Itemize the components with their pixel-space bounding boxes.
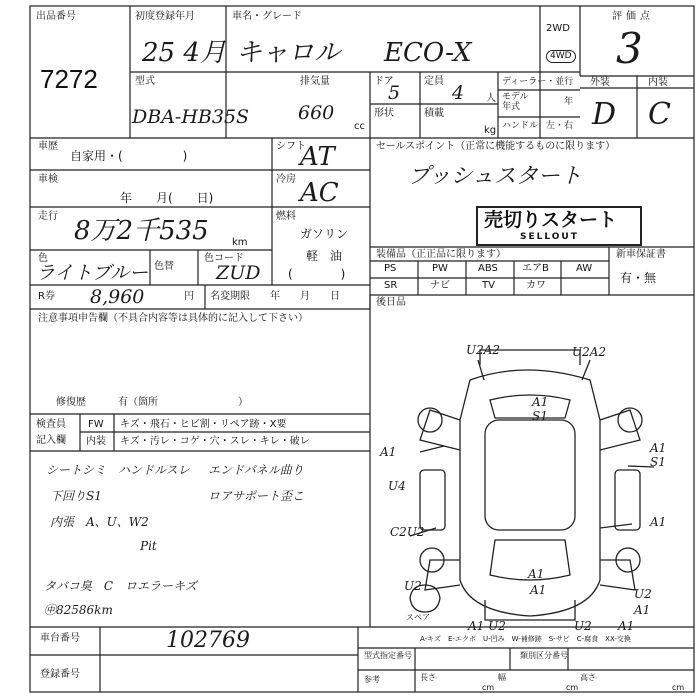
equip-abs: ABS	[478, 263, 498, 274]
score: 3	[616, 24, 643, 73]
displacement-unit: cc	[354, 121, 365, 132]
cert-label: 型式指定番号	[364, 651, 412, 660]
mileage-label: 走行	[38, 211, 58, 222]
color-value: ライトブルー	[36, 262, 149, 284]
capacity-value: 4	[452, 82, 465, 104]
height-unit: cm	[672, 683, 685, 692]
equip-leather: カワ	[526, 280, 546, 291]
fuel-label: 燃料	[276, 211, 296, 222]
inspector-label-2: 記入欄	[36, 435, 66, 446]
width-unit: cm	[566, 683, 579, 692]
registration-label: 登録番号	[40, 669, 80, 680]
damage-legend: A-キズ E-エクボ U-凹み W-補修跡 S-サビ C-腐食 XX-交換	[420, 635, 631, 643]
equip-navi: ナビ	[430, 280, 450, 291]
height-label: 高さ	[580, 673, 596, 682]
equip-tv: TV	[482, 280, 495, 291]
diagram-mark: A1	[618, 619, 635, 633]
warranty-label: 新車保証書	[616, 249, 666, 260]
car-history-value: 自家用・( )	[70, 149, 188, 163]
after-items-label: 後日品	[376, 297, 406, 308]
score-label: 評価点	[612, 11, 654, 22]
ref-label: 参考	[364, 675, 380, 684]
width-label: 幅	[498, 673, 506, 682]
inspection-label: 車検	[38, 174, 58, 185]
memo-line-1: シートシミ ハンドルスレ	[46, 463, 190, 477]
model-name: キャロル	[236, 38, 341, 68]
notes-label: 注意事項申告欄（不具合内容等は具体的に記入して下さい）	[38, 313, 308, 324]
equip-pw: PW	[432, 263, 448, 274]
equip-airbag: エアB	[522, 263, 549, 274]
color-code-label: 色コード	[204, 253, 244, 264]
sellout-stamp-sub: SELLOUT	[520, 232, 579, 242]
diagram-mark: U2A2	[466, 343, 501, 357]
color-label: 色	[38, 253, 48, 264]
length-unit: cm	[482, 683, 495, 692]
repair-history-value: 有（箇所 ）	[118, 397, 248, 408]
interior-items-label: 内装	[86, 436, 106, 447]
diagram-mark: A1 U2	[468, 619, 506, 633]
class-label: 類別区分番号	[520, 651, 568, 660]
name-change-value: 年 月 日	[270, 291, 340, 302]
drive-label: 2WD	[546, 23, 570, 34]
doors-value: 5	[388, 82, 401, 104]
grade: ECO-X	[384, 38, 472, 68]
ac-label: 冷房	[276, 174, 296, 185]
ac-value: AC	[300, 178, 339, 208]
mileage-value: 8万2千535	[74, 216, 209, 246]
diagram-mark: U2	[634, 587, 652, 601]
inspection-value: 年 月( 日)	[120, 191, 214, 205]
diagram-mark: A1	[532, 395, 549, 409]
exterior-grade: D	[592, 97, 617, 132]
memo-line-3: 内張 A、U、W2	[50, 515, 149, 529]
first-reg-value: 25 4月	[142, 38, 226, 68]
length-label: 長さ	[420, 673, 436, 682]
car-history-label: 車歴	[38, 141, 58, 152]
diagram-mark: U2	[574, 619, 592, 633]
fuel-blank: ( )	[288, 267, 346, 281]
exterior-label: 外装	[590, 77, 610, 88]
diagram-mark: U2	[404, 579, 422, 593]
name-change-label: 名変期限	[210, 291, 250, 302]
interior-items: キズ・汚レ・コゲ・穴・スレ・キレ・破レ	[120, 436, 310, 447]
recycle-label: R券	[38, 291, 55, 302]
model-year-label-2: 年式	[502, 102, 521, 112]
type-value: DBA-HB35S	[132, 106, 250, 128]
equip-ps: PS	[384, 263, 397, 274]
lot-label: 出品番号	[36, 11, 76, 22]
fw-label: FW	[88, 419, 104, 430]
sales-point-text: プッシュスタート	[408, 164, 583, 189]
chassis-label: 車台番号	[40, 633, 80, 644]
warranty-value: 有・無	[620, 271, 657, 285]
inspector-label: 検査員	[36, 419, 66, 430]
color-code-value: ZUD	[216, 262, 261, 284]
memo-right-1: エンドパネル曲り	[208, 463, 304, 477]
interior-grade: C	[648, 97, 671, 132]
displacement-value: 660	[298, 102, 335, 124]
chassis-value: 102769	[166, 628, 250, 653]
handle-label: ハンドル	[502, 121, 539, 131]
memo-right-2: ロアサポート歪こ	[208, 489, 305, 503]
diagram-mark: A1	[528, 567, 545, 581]
memo-line-5: タバコ臭 C ロエラーキズ	[44, 579, 197, 593]
memo-line-4: Pit	[140, 539, 157, 553]
sellout-stamp-text: 売切りスタート	[484, 209, 618, 231]
fw-items: キズ・飛石・ヒビ割・リペア跡・X要	[120, 419, 287, 430]
equipment-label: 装備品（正正品に限ります）	[376, 249, 506, 260]
drive-value: 4WD	[546, 50, 576, 63]
memo-line-2: 下回りS1	[50, 489, 102, 503]
diagram-mark: C2U2	[390, 525, 425, 539]
dealer-label: ディーラー・並行	[502, 77, 574, 87]
equip-sr: SR	[384, 280, 398, 291]
model-label: 車名・グレード	[232, 11, 302, 22]
recycle-value: 8,960	[90, 286, 145, 308]
diagram-mark: A1	[530, 583, 547, 597]
interior-label: 内装	[648, 77, 668, 88]
fuel-diesel: 軽 油	[306, 249, 343, 263]
load-label: 積載	[424, 108, 444, 119]
shift-value: AT	[300, 142, 335, 172]
spare-label: スペア	[406, 613, 430, 622]
handle-options: 左・右	[546, 121, 574, 131]
sellout-stamp	[476, 206, 642, 246]
equip-aw: AW	[576, 263, 593, 274]
diagram-mark: A1	[650, 441, 667, 455]
repair-history-label: 修復歴	[56, 397, 86, 408]
diagram-mark: U2A2	[572, 345, 607, 359]
memo-line-6: ㊥82586km	[44, 603, 113, 617]
type-label: 型式	[135, 76, 155, 87]
diagram-mark: A1	[380, 445, 397, 459]
diagram-mark: S1	[532, 409, 548, 423]
year-unit: 年	[564, 97, 574, 107]
diagram-mark: A1	[650, 515, 667, 529]
sales-point-label: セールスポイント（正常に機能するものに限ります）	[376, 141, 616, 152]
capacity-label: 定員	[424, 76, 444, 87]
diagram-mark: A1	[634, 603, 651, 617]
shift-label: シフト	[276, 141, 306, 152]
capacity-unit: 人	[486, 93, 496, 104]
diagram-mark: U4	[388, 479, 406, 493]
color-change-label: 色替	[154, 261, 174, 272]
recycle-unit: 円	[184, 291, 194, 302]
load-unit: kg	[484, 125, 497, 136]
model-year-label: モデル	[502, 92, 529, 102]
mileage-unit: km	[232, 237, 248, 248]
fuel-gas: ガソリン	[300, 227, 349, 241]
diagram-mark: S1	[650, 455, 666, 469]
shape-label: 形状	[374, 108, 394, 119]
lot-number: 7272	[40, 64, 98, 94]
first-reg-label: 初度登録年月	[135, 11, 195, 22]
displacement-label: 排気量	[300, 76, 330, 87]
doors-label: ドア	[374, 76, 394, 87]
